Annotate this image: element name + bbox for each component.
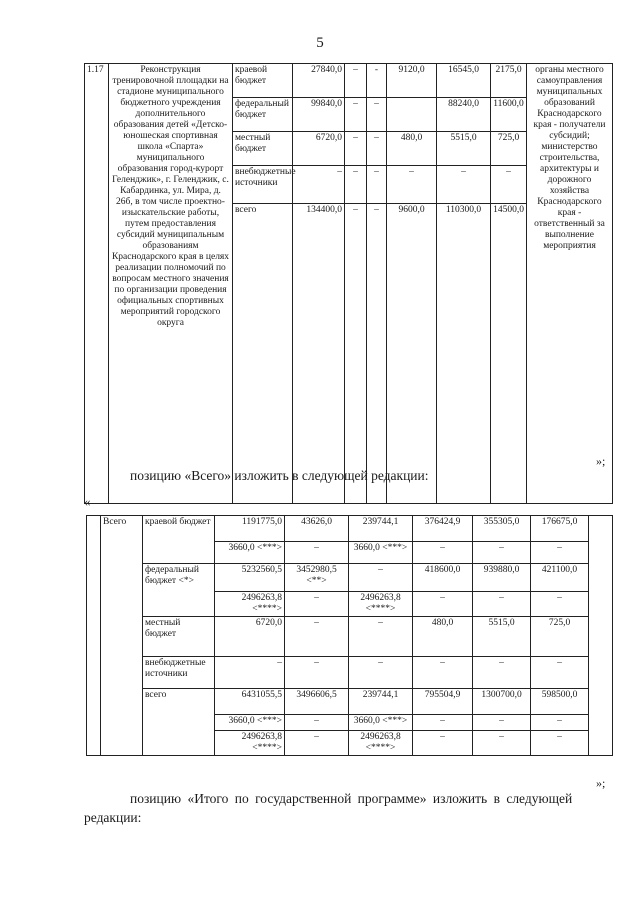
value-cell: 88240,0 <box>437 98 491 132</box>
paragraph-continuation: редакции: <box>84 810 142 825</box>
table-total <box>86 515 613 756</box>
value-cell: – <box>413 592 473 617</box>
funding-source: краевой бюджет <box>233 64 293 98</box>
value-cell: 3660,0 <***> <box>349 542 413 564</box>
value-cell: 2496263,8 <****> <box>349 592 413 617</box>
value-cell: – <box>491 166 527 204</box>
value-cell: 16545,0 <box>437 64 491 98</box>
value-cell: – <box>345 132 367 166</box>
table-row <box>87 689 613 715</box>
value-cell: – <box>531 657 589 689</box>
value-cell: 6720,0 <box>293 132 345 166</box>
value-cell: 1191775,0 <box>215 516 285 542</box>
value-cell: – <box>367 132 387 166</box>
closing-quote: »; <box>596 454 606 468</box>
value-cell: – <box>531 715 589 731</box>
value-cell: 725,0 <box>531 617 589 657</box>
table-row <box>87 516 613 542</box>
value-cell: – <box>345 64 367 98</box>
value-cell: 5515,0 <box>437 132 491 166</box>
value-cell: – <box>473 542 531 564</box>
value-cell: 9120,0 <box>387 64 437 98</box>
value-cell: – <box>437 166 491 204</box>
funding-source: федеральный бюджет <*> <box>143 564 215 617</box>
value-cell: – <box>413 715 473 731</box>
responsible-empty <box>589 516 613 756</box>
value-cell: – <box>285 592 349 617</box>
value-cell <box>387 98 437 132</box>
funding-source: федеральный бюджет <box>233 98 293 132</box>
funding-source: краевой бюджет <box>143 516 215 564</box>
value-cell: 11600,0 <box>491 98 527 132</box>
value-cell: – <box>531 731 589 756</box>
value-cell: – <box>285 542 349 564</box>
closing-quote: »; <box>596 776 606 790</box>
value-cell: 239744,1 <box>349 689 413 715</box>
value-cell: 99840,0 <box>293 98 345 132</box>
funding-source: местный бюджет <box>233 132 293 166</box>
total-label: Всего <box>101 516 143 756</box>
value-cell: – <box>349 657 413 689</box>
table-row <box>85 64 613 98</box>
funding-source: внебюджетные источники <box>143 657 215 689</box>
value-cell: – <box>473 657 531 689</box>
value-cell: – <box>345 204 367 504</box>
value-cell: 6431055,5 <box>215 689 285 715</box>
value-cell: – <box>367 166 387 204</box>
funding-source: всего <box>233 204 293 504</box>
value-cell: 480,0 <box>387 132 437 166</box>
value-cell: 6720,0 <box>215 617 285 657</box>
value-cell: – <box>473 592 531 617</box>
table-row <box>87 657 613 689</box>
funding-source: всего <box>143 689 215 756</box>
value-cell: – <box>293 166 345 204</box>
value-cell: – <box>285 731 349 756</box>
value-cell: – <box>367 204 387 504</box>
value-cell: 43626,0 <box>285 516 349 542</box>
table-measure-1-17 <box>84 63 613 504</box>
value-cell: – <box>413 657 473 689</box>
table-row <box>87 617 613 657</box>
funding-source: местный бюджет <box>143 617 215 657</box>
funding-source: внебюджетные источники <box>233 166 293 204</box>
value-cell: 376424,9 <box>413 516 473 542</box>
value-cell: – <box>413 542 473 564</box>
value-cell: 1300700,0 <box>473 689 531 715</box>
value-cell: 5232560,5 <box>215 564 285 592</box>
value-cell: 110300,0 <box>437 204 491 504</box>
value-cell: – <box>285 715 349 731</box>
value-cell: – <box>473 731 531 756</box>
value-cell: 421100,0 <box>531 564 589 592</box>
table-row <box>87 564 613 592</box>
value-cell: 134400,0 <box>293 204 345 504</box>
value-cell: – <box>367 98 387 132</box>
page-number: 5 <box>316 35 324 51</box>
paragraph-instruction: позицию «Итого по государственной программе» изложить в следующей <box>130 791 573 806</box>
value-cell: 795504,9 <box>413 689 473 715</box>
value-cell: – <box>349 564 413 592</box>
value-cell: – <box>345 166 367 204</box>
value-cell: 2496263,8 <****> <box>215 592 285 617</box>
value-cell: - <box>367 64 387 98</box>
value-cell: – <box>531 542 589 564</box>
value-cell: – <box>349 617 413 657</box>
value-cell: 2496263,8 <****> <box>215 731 285 756</box>
value-cell: – <box>285 617 349 657</box>
value-cell: 3660,0 <***> <box>349 715 413 731</box>
value-cell: 27840,0 <box>293 64 345 98</box>
value-cell: 239744,1 <box>349 516 413 542</box>
value-cell: 598500,0 <box>531 689 589 715</box>
value-cell: – <box>413 731 473 756</box>
value-cell: 5515,0 <box>473 617 531 657</box>
responsible-executor: органы местного самоуправления муниципальных образований Краснодарского края - получатели субсидий; министерство строительства, архитектуры и дорожного хозяйства Краснодарского края - ответственный за выполнение мероприятия <box>527 64 613 504</box>
value-cell: – <box>345 98 367 132</box>
value-cell: 3496606,5 <box>285 689 349 715</box>
value-cell: – <box>285 657 349 689</box>
value-cell: – <box>215 657 285 689</box>
value-cell: 418600,0 <box>413 564 473 592</box>
opening-quote: « <box>84 494 91 509</box>
value-cell: 480,0 <box>413 617 473 657</box>
value-cell: 14500,0 <box>491 204 527 504</box>
value-cell: 939880,0 <box>473 564 531 592</box>
row-number-empty <box>87 516 101 756</box>
value-cell: 9600,0 <box>387 204 437 504</box>
value-cell: 3452980,5 <**> <box>285 564 349 592</box>
value-cell: – <box>387 166 437 204</box>
value-cell: 725,0 <box>491 132 527 166</box>
measure-description: Реконструкция тренировочной площадки на стадионе муниципального бюджетного учреждения дополнительного образования детей «Детско-юношеская спортивная школа «Спарта» муниципального образования город-курорт Геленджик», г. Геленджик, с. Кабардинка, ул. Мира, д. 26б, в том числе проектно-изыскательские работы, путем предоставления субсидий муниципальным образованиям Краснодарского края в целях реализации полномочий по вопросам местного значения по организации проведения официальных спортивных мероприятий городского округа <box>109 64 233 504</box>
value-cell: – <box>531 592 589 617</box>
paragraph-instruction: позицию «Всего» изложить в следующей редакции: <box>130 468 429 483</box>
value-cell: 3660,0 <***> <box>215 542 285 564</box>
value-cell: 2496263,8 <****> <box>349 731 413 756</box>
row-number: 1.17 <box>85 64 109 504</box>
value-cell: 176675,0 <box>531 516 589 542</box>
value-cell: 355305,0 <box>473 516 531 542</box>
value-cell: 2175,0 <box>491 64 527 98</box>
value-cell: – <box>473 715 531 731</box>
value-cell: 3660,0 <***> <box>215 715 285 731</box>
